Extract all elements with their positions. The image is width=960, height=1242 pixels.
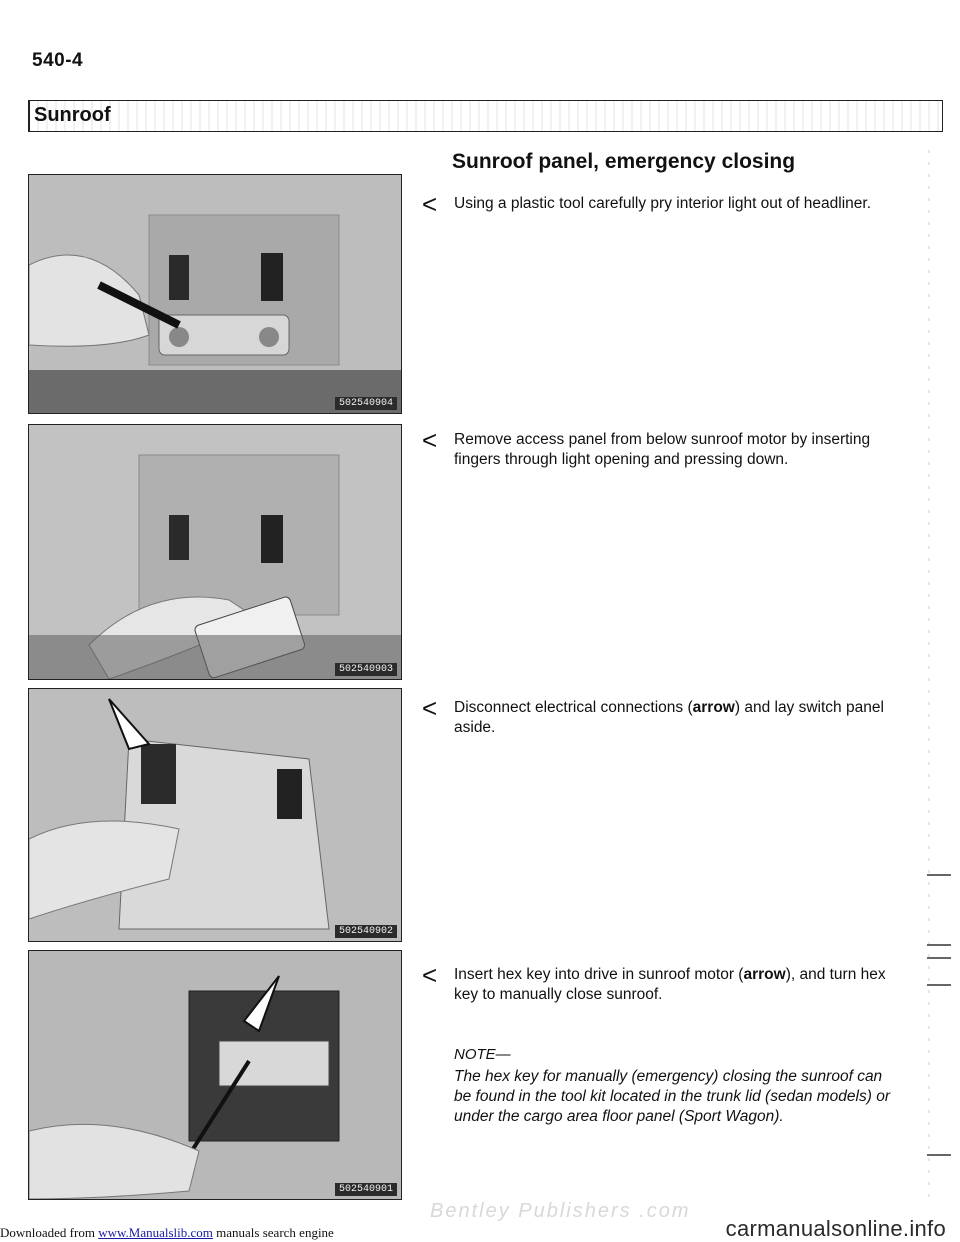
site-watermark: carmanualsonline.info [725, 1216, 946, 1241]
section-title: Sunroof [34, 104, 111, 126]
photo-id: 502540902 [335, 925, 397, 938]
note-text: The hex key for manually (emergency) closing the sunroof can be found in the tool kit located in the trunk lid (sedan models) or under the cargo area floor panel (Sport Wagon). [454, 1068, 890, 1125]
step-marker-icon: < [422, 425, 438, 455]
step-text: Insert hex key into drive in sunroof motor (arrow), and turn hex key to manually close sunroof. [454, 966, 886, 1003]
margin-marks [915, 150, 955, 1200]
step-marker-icon: < [422, 960, 438, 990]
step-text: Disconnect electrical connections (arrow) and lay switch panel aside. [454, 699, 884, 736]
arrow-callout: arrow [692, 699, 735, 716]
download-footer: Downloaded from www.Manualslib.com manuals search engine [0, 1225, 334, 1240]
step-text: Using a plastic tool carefully pry interior light out of headliner. [454, 195, 871, 212]
photo-remove-access-panel [28, 424, 402, 680]
section-header-bar [28, 100, 943, 132]
step-marker-icon: < [422, 189, 438, 219]
faint-watermark: Bentley Publishers .com [430, 1200, 691, 1222]
note-label: NOTE— [454, 1046, 511, 1063]
photo-id: 502540903 [335, 663, 397, 676]
photo-insert-hex-key [28, 950, 402, 1200]
step-marker-icon: < [422, 693, 438, 723]
photo-pry-interior-light [28, 174, 402, 414]
step-text: Remove access panel from below sunroof motor by inserting fingers through light opening and pressing down. [454, 431, 871, 468]
step-3 [422, 693, 892, 738]
photo-disconnect-connections [28, 688, 402, 942]
arrow-callout: arrow [743, 966, 786, 983]
manualslib-link[interactable]: www.Manualslib.com [98, 1225, 213, 1240]
page-number: 540-4 [32, 50, 84, 71]
step-4 [422, 960, 892, 1005]
photo-id: 502540904 [335, 397, 397, 410]
page-heading: Sunroof panel, emergency closing [452, 150, 796, 173]
step-1 [422, 189, 892, 219]
step-2 [422, 425, 892, 470]
photo-id: 502540901 [335, 1183, 397, 1196]
